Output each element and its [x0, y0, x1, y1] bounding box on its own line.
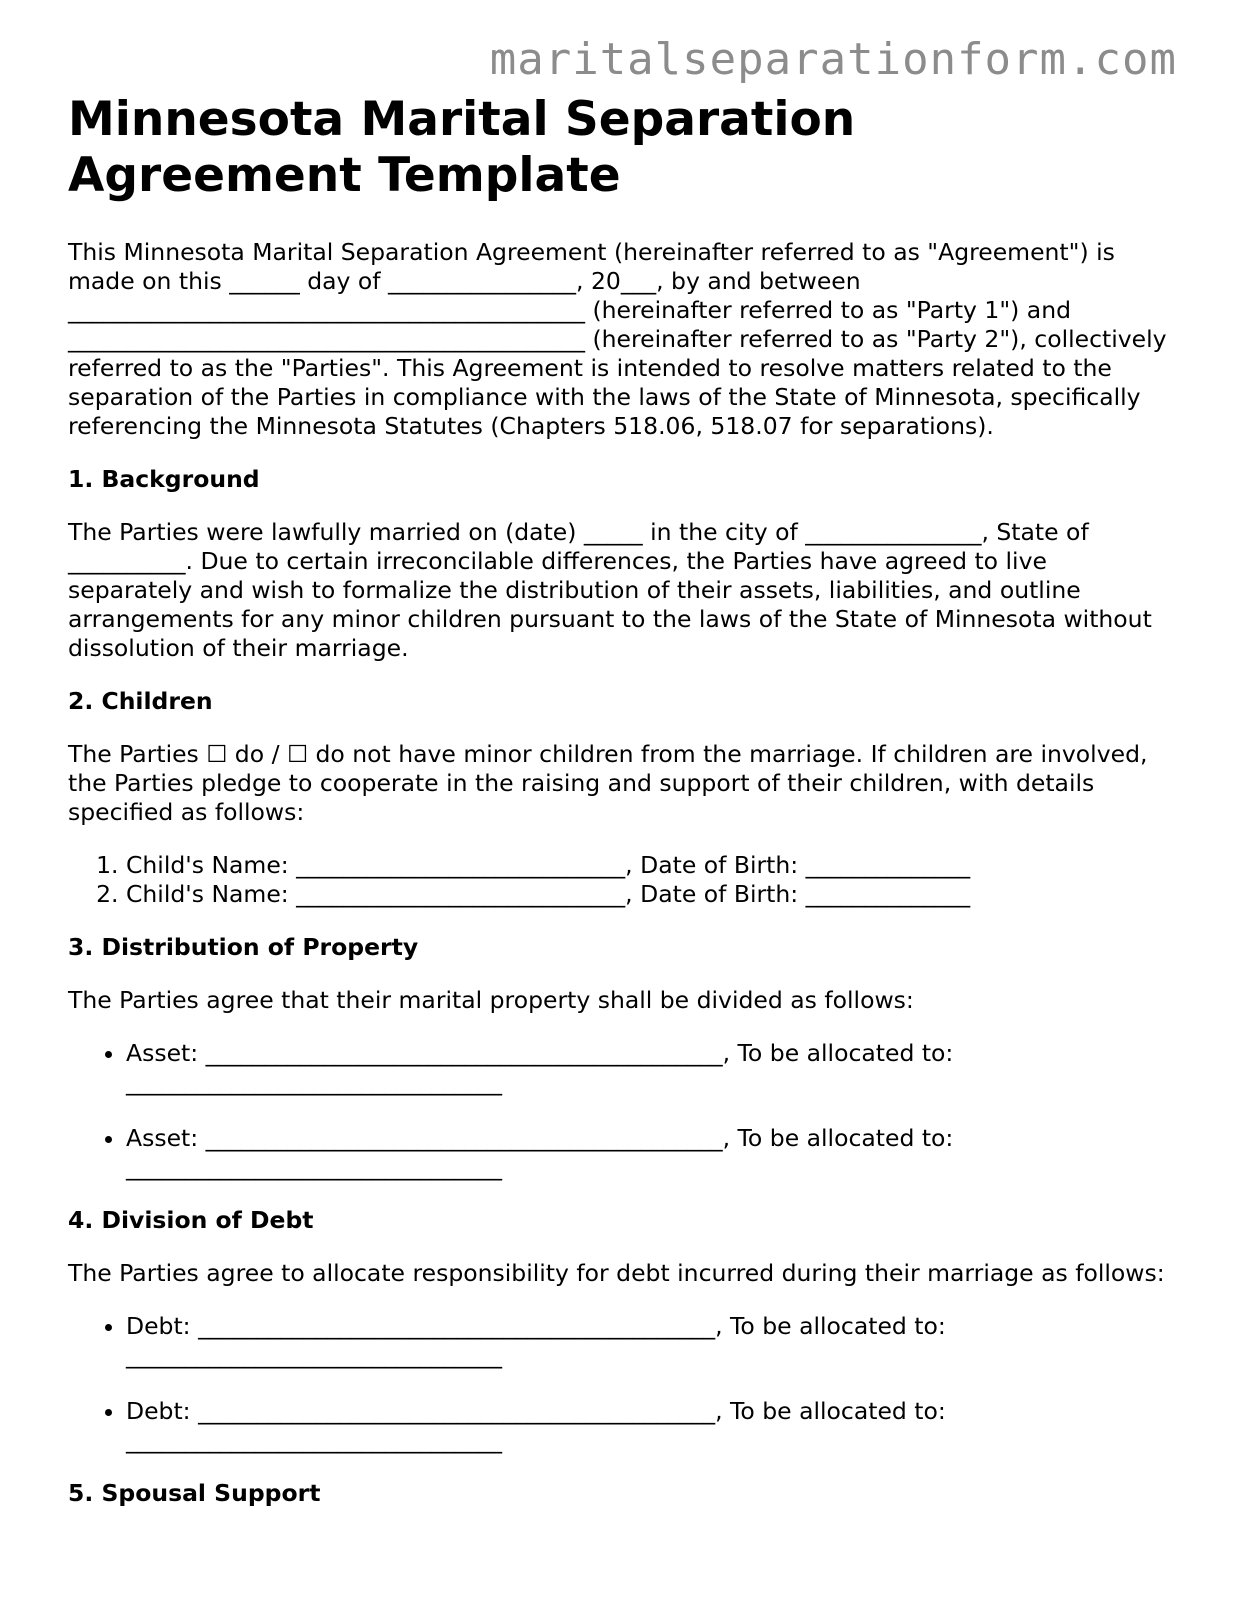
- property-paragraph: The Parties agree that their marital property shall be divided as follows:: [68, 986, 914, 1014]
- debt-entry: • Debt: ____________________________________________, To be allocated to: ________________________________: [126, 1397, 1178, 1455]
- property-list: [68, 1039, 1178, 1182]
- debt-list: [68, 1312, 1178, 1455]
- children-list: [68, 851, 1178, 909]
- intro-paragraph: This Minnesota Marital Separation Agreement (hereinafter referred to as "Agreement") is made on this ______ day of ________________, 20___, by and between ____________________________________________ (hereinafter referred to as "Party 1") and ____________________________________________ (hereinafter referred to as "Party 2"), collectively referred to as the "Parties". This Agreement is intended to resolve matters related to the separation of the Parties in compliance with the laws of the State of Minnesota, specifically referencing the Minnesota Statutes (Chapters 518.06, 518.07 for separations).: [68, 238, 1167, 440]
- child-entry: 1. Child's Name: ____________________________, Date of Birth: ______________: [126, 851, 1178, 880]
- document-page: [68, 92, 1178, 1532]
- section-heading-background: 1. Background: [68, 465, 260, 493]
- section-heading-debt: 4. Division of Debt: [68, 1206, 314, 1234]
- asset-entry: • Asset: ____________________________________________, To be allocated to: ________________________________: [126, 1124, 1178, 1182]
- watermark: maritalseparationform.com: [489, 34, 1177, 85]
- child-entry: 2. Child's Name: ____________________________, Date of Birth: ______________: [126, 880, 1178, 909]
- section-heading-property: 3. Distribution of Property: [68, 933, 419, 961]
- debt-paragraph: The Parties agree to allocate responsibility for debt incurred during their marriage as follows:: [68, 1259, 1165, 1287]
- document-title: Minnesota Marital Separation Agreement Template: [68, 92, 856, 203]
- children-paragraph: The Parties ☐ do / ☐ do not have minor children from the marriage. If children are involved, the Parties pledge to cooperate in the raising and support of their children, with details specified as follows:: [68, 740, 1148, 826]
- debt-entry: • Debt: ____________________________________________, To be allocated to: ________________________________: [126, 1312, 1178, 1370]
- section-heading-children: 2. Children: [68, 687, 213, 715]
- asset-entry: • Asset: ____________________________________________, To be allocated to: ________________________________: [126, 1039, 1178, 1097]
- background-paragraph: The Parties were lawfully married on (date) _____ in the city of _______________, State of __________. Due to certain irreconcilable differences, the Parties have agreed to live separately and wish to formalize the distribution of their assets, liabilities, and outline arrangements for any minor children pursuant to the laws of the State of Minnesota without dissolution of their marriage.: [68, 518, 1152, 662]
- section-heading-spousal-support: 5. Spousal Support: [68, 1479, 321, 1507]
